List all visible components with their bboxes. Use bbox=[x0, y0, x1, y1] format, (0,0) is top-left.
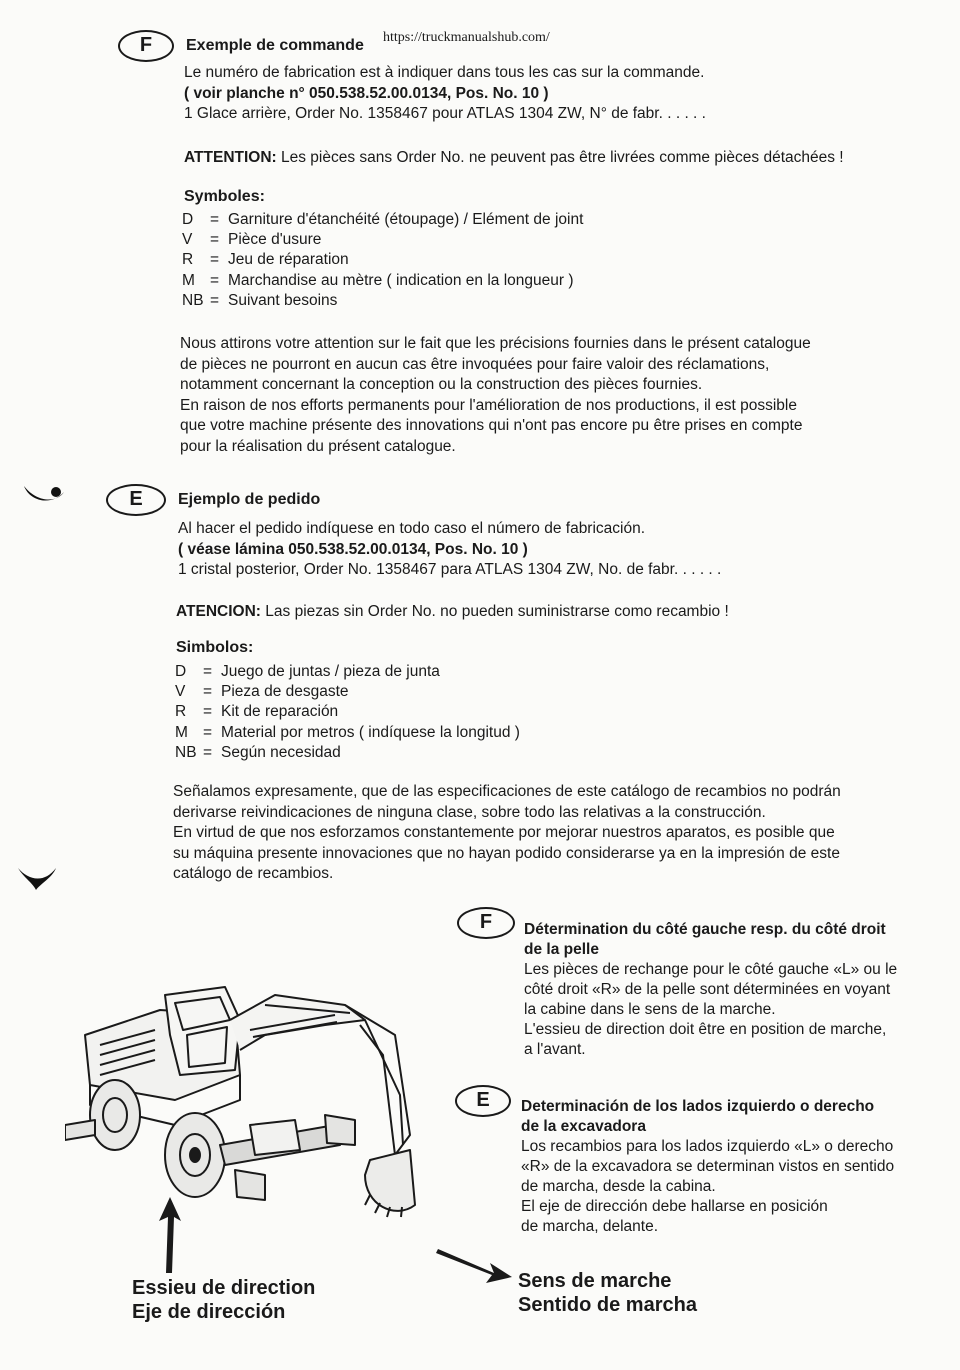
spanish-attention bbox=[176, 602, 729, 623]
notice-line: pour la réalisation du présent catalogue. bbox=[180, 437, 456, 455]
punch-hole-mark bbox=[14, 856, 64, 896]
french-notice bbox=[180, 334, 811, 457]
notice-line: En virtud de que nos esforzamos constantemente por mejorar nuestros aparatos, es posible que bbox=[173, 824, 835, 841]
arrow-up-icon bbox=[155, 1195, 185, 1275]
symbol-desc: Pièce d'usure bbox=[228, 231, 322, 249]
excavator-icon bbox=[65, 975, 465, 1255]
symbol-desc: Marchandise au mètre ( indication en la longueur ) bbox=[228, 271, 574, 289]
symbol-row bbox=[175, 682, 520, 702]
french-heading: Exemple de commande bbox=[186, 37, 364, 54]
notice-line: de pièces ne pourront en aucun cas être invoquées pour faire valoir des réclamations, bbox=[180, 355, 770, 373]
notice-line: que votre machine présente des innovations qui n'ont pas encore pu être prises en compte bbox=[180, 417, 803, 434]
symbol-code: D bbox=[175, 663, 187, 680]
language-badge-fr: F bbox=[118, 30, 174, 62]
french-attention bbox=[184, 148, 844, 169]
symbol-row bbox=[175, 662, 520, 682]
side-body-line: «R» de la excavadora se determinan vistos en sentido bbox=[521, 1158, 895, 1175]
symbol-code: NB bbox=[175, 743, 197, 761]
notice-line: Nous attirons votre attention sur le fait que les précisions fournies dans le présent catalogue bbox=[180, 335, 811, 352]
spanish-line: Al hacer el pedido indíquese en todo caso el número de fabricación. bbox=[178, 520, 646, 537]
symbol-row bbox=[182, 250, 583, 270]
french-symbols-list bbox=[182, 210, 583, 311]
side-determination-fr bbox=[524, 920, 897, 1060]
symbol-desc: Garniture d'étanchéité (étoupage) / Elément de joint bbox=[228, 211, 584, 228]
side-title-line: de la excavadora bbox=[521, 1118, 646, 1135]
symbol-row bbox=[182, 271, 583, 291]
axle-caption-es: Eje de dirección bbox=[132, 1301, 286, 1323]
french-attention-label: ATTENTION: bbox=[184, 149, 277, 166]
equals-sign: = bbox=[203, 743, 213, 761]
spanish-heading: Ejemplo de pedido bbox=[178, 491, 321, 508]
symbol-code: M bbox=[182, 271, 195, 289]
side-body-line: de marcha, delante. bbox=[521, 1218, 659, 1235]
notice-line: Señalamos expresamente, que de las especificaciones de este catálogo de recambios no podrán bbox=[173, 783, 841, 800]
french-line: ( voir planche n° 050.538.52.00.0134, Pos. No. 10 ) bbox=[184, 84, 549, 102]
spanish-line: ( véase lámina 050.538.52.00.0134, Pos. No. 10 ) bbox=[178, 540, 528, 558]
symbol-row bbox=[182, 291, 583, 311]
travel-caption-es: Sentido de marcha bbox=[518, 1294, 697, 1316]
equals-sign: = bbox=[203, 663, 213, 680]
language-badge-fr: F bbox=[457, 907, 515, 939]
side-determination-es bbox=[521, 1097, 894, 1237]
spanish-order-lines bbox=[178, 519, 721, 581]
punch-hole-mark bbox=[18, 472, 68, 512]
symbol-code: M bbox=[175, 723, 188, 741]
french-attention-text: Les pièces sans Order No. ne peuvent pas être livrées comme pièces détachées ! bbox=[276, 149, 844, 166]
side-title-line: de la pelle bbox=[524, 941, 599, 958]
spanish-symbols-list bbox=[175, 662, 520, 763]
arrow-right-icon bbox=[436, 1245, 516, 1285]
symbol-desc: Según necesidad bbox=[221, 743, 341, 761]
notice-line: En raison de nos efforts permanents pour l'amélioration de nos productions, il est possible bbox=[180, 396, 797, 414]
axle-caption bbox=[132, 1276, 315, 1324]
equals-sign: = bbox=[210, 251, 220, 269]
symbol-code: R bbox=[175, 703, 187, 721]
french-order-lines bbox=[184, 63, 706, 125]
language-badge-es: E bbox=[455, 1085, 511, 1117]
symbol-code: V bbox=[175, 683, 186, 701]
side-body-line: Los recambios para los lados izquierdo «L» o derecho bbox=[521, 1138, 894, 1155]
side-body-line: de marcha, desde la cabina. bbox=[521, 1178, 716, 1195]
french-line: 1 Glace arrière, Order No. 1358467 pour ATLAS 1304 ZW, N° de fabr. . . . . . bbox=[184, 105, 706, 122]
equals-sign: = bbox=[203, 683, 213, 701]
symbol-row bbox=[175, 723, 520, 743]
equals-sign: = bbox=[210, 231, 220, 249]
side-body-line: Les pièces de rechange pour le côté gauche «L» ou le bbox=[524, 961, 898, 978]
french-line: Le numéro de fabrication est à indiquer dans tous les cas sur la commande. bbox=[184, 64, 705, 81]
side-body-line: la cabine dans le sens de la marche. bbox=[524, 1001, 776, 1018]
symbol-row bbox=[182, 230, 583, 250]
notice-line: su máquina presente innovaciones que no hayan podido considerarse ya en la impresión de este bbox=[173, 844, 840, 862]
notice-line: notamment concernant la conception ou la construction des pièces fournies. bbox=[180, 376, 703, 393]
symbol-code: V bbox=[182, 231, 193, 249]
spanish-attention-text: Las piezas sin Order No. no pueden suministrarse como recambio ! bbox=[260, 603, 729, 620]
side-body-line: L'essieu de direction doit être en position de marche, bbox=[524, 1021, 887, 1038]
symbol-row bbox=[182, 210, 583, 230]
language-badge-es: E bbox=[106, 484, 166, 516]
spanish-attention-label: ATENCION: bbox=[176, 603, 261, 620]
symbol-desc: Jeu de réparation bbox=[228, 251, 349, 269]
symbol-code: NB bbox=[182, 291, 204, 309]
axle-caption-fr: Essieu de direction bbox=[132, 1277, 316, 1299]
travel-caption bbox=[518, 1269, 697, 1317]
equals-sign: = bbox=[210, 271, 220, 289]
symbol-desc: Suivant besoins bbox=[228, 291, 338, 309]
symbol-code: D bbox=[182, 211, 194, 228]
spanish-symbols-title: Simbolos: bbox=[176, 639, 254, 656]
spanish-line: 1 cristal posterior, Order No. 1358467 para ATLAS 1304 ZW, No. de fabr. . . . . . bbox=[178, 561, 722, 578]
symbol-desc: Pieza de desgaste bbox=[221, 683, 349, 701]
side-body-line: côté droit «R» de la pelle sont déterminées en voyant bbox=[524, 981, 891, 998]
notice-line: catálogo de recambios. bbox=[173, 865, 334, 882]
side-title-line: Détermination du côté gauche resp. du côté droit bbox=[524, 921, 886, 938]
equals-sign: = bbox=[210, 291, 220, 309]
symbol-code: R bbox=[182, 251, 194, 269]
symbol-desc: Material por metros ( indíquese la longitud ) bbox=[221, 723, 520, 741]
symbol-desc: Kit de reparación bbox=[221, 703, 339, 721]
spanish-notice bbox=[173, 782, 841, 885]
side-body-line: a l'avant. bbox=[524, 1041, 586, 1058]
equals-sign: = bbox=[203, 703, 213, 721]
symbol-row bbox=[175, 743, 520, 763]
travel-caption-fr: Sens de marche bbox=[518, 1270, 672, 1292]
symbol-desc: Juego de juntas / pieza de junta bbox=[221, 663, 440, 680]
french-symbols-title: Symboles: bbox=[184, 188, 265, 205]
equals-sign: = bbox=[210, 211, 220, 228]
side-title-line: Determinación de los lados izquierdo o derecho bbox=[521, 1098, 875, 1115]
notice-line: derivarse reivindicaciones de ninguna clase, sobre todo las relativas a la construcción. bbox=[173, 803, 766, 821]
equals-sign: = bbox=[203, 723, 213, 741]
symbol-row bbox=[175, 702, 520, 722]
side-body-line: El eje de dirección debe hallarse en posición bbox=[521, 1198, 828, 1215]
source-url: https://truckmanualshub.com/ bbox=[383, 30, 550, 45]
